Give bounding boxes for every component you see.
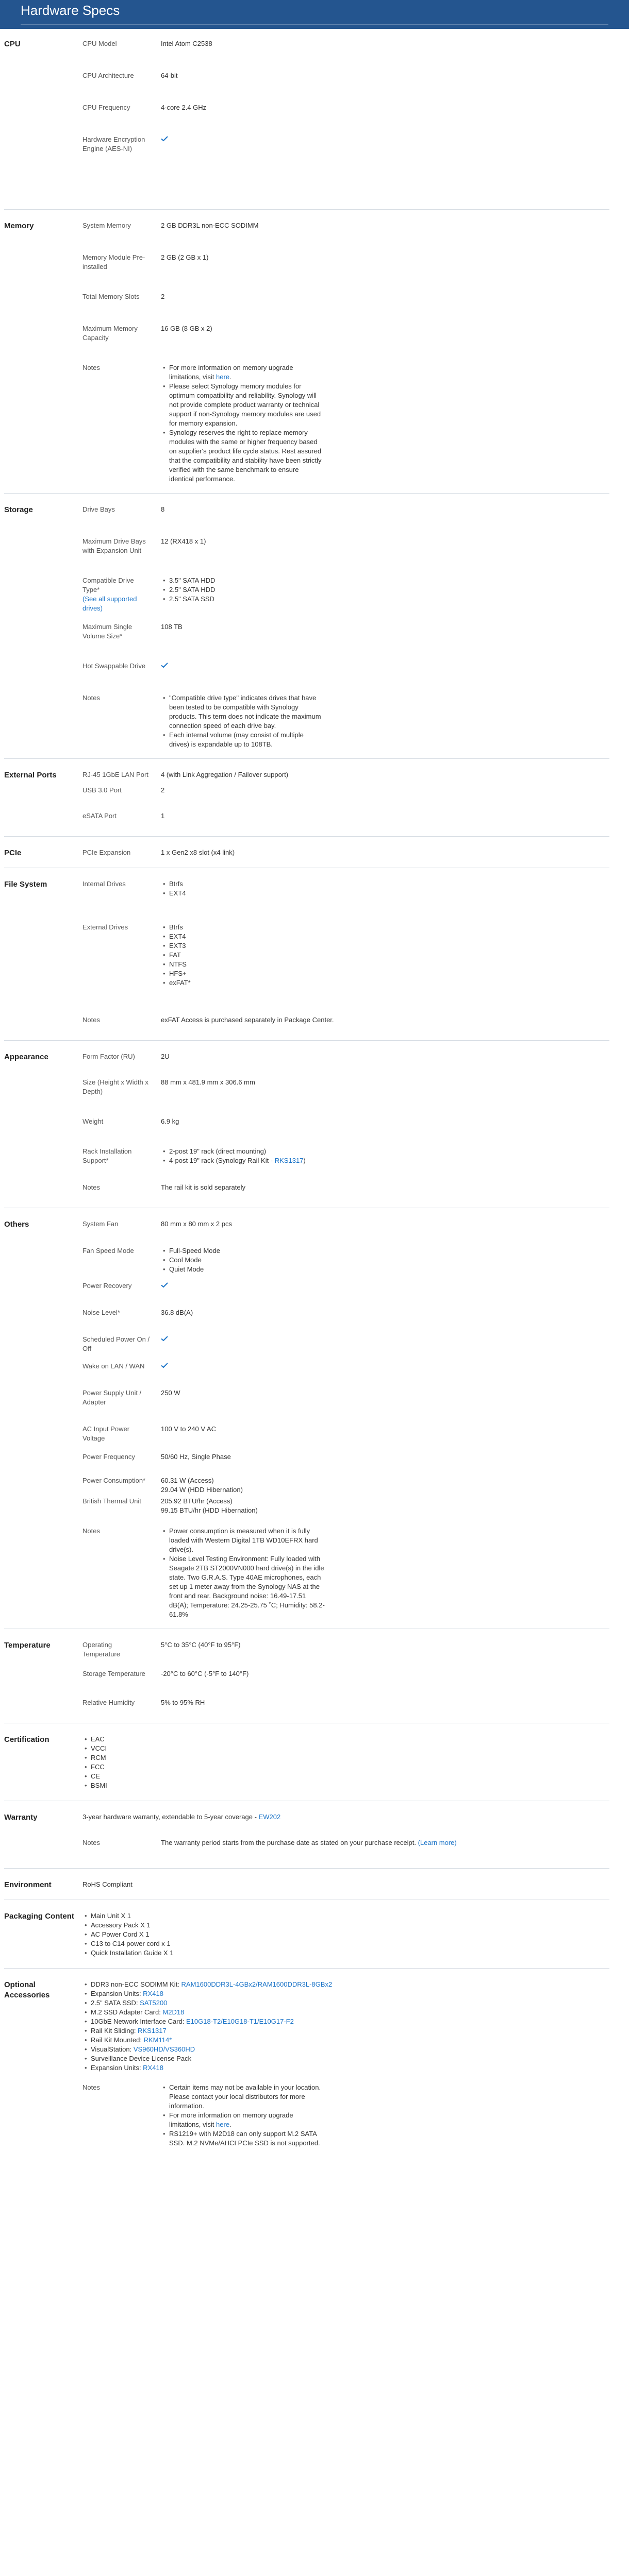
list-item: • RCM xyxy=(82,1753,609,1762)
spec-row-scheduled-power xyxy=(82,1335,609,1362)
spec-label: Storage Temperature xyxy=(82,1670,145,1677)
section-title: PCIe xyxy=(4,849,22,857)
spec-label: CPU Architecture xyxy=(82,72,134,79)
list-item: • Noise Level Testing Environment: Fully loaded with Seagate 2TB ST2000VN000 hard drive(s) in the idle state. Two G.R.A.S. Type 40AE microphones, each set up 1 meter away from the Synology NAS at the front and rear. Background noise: 16.49-17.51 dB(A); Temperature: 24.25-25.75 ˚C; Humidity: 58.2-61.8% xyxy=(161,1554,325,1619)
spec-value: 5% to 95% RH xyxy=(161,1699,205,1706)
spec-row-accessories xyxy=(82,1980,609,2083)
accessory-link[interactable]: E10G18-T2/E10G18-T1/E10G17-F2 xyxy=(186,2018,294,2025)
spec-label: Drive Bays xyxy=(82,505,115,513)
spec-value: 2U xyxy=(161,1053,170,1060)
spec-row-cpu-arch xyxy=(82,71,609,103)
list-item: • FCC xyxy=(82,1762,609,1772)
spec-value: 205.92 BTU/hr (Access) xyxy=(161,1497,233,1505)
spec-row-operating-temp xyxy=(82,1640,609,1669)
section-memory xyxy=(4,209,609,493)
list-item: • 2.5" SATA SSD xyxy=(161,595,609,604)
spec-row-drive-bays xyxy=(82,505,609,537)
spec-row-appearance-notes xyxy=(82,1183,609,1198)
spec-label: Hardware Encryption Engine (AES-NI) xyxy=(82,135,145,152)
spec-value: 50/60 Hz, Single Phase xyxy=(161,1453,231,1461)
section-title: File System xyxy=(4,880,47,889)
spec-value: The warranty period starts from the purchase date as stated on your purchase receipt. xyxy=(161,1839,418,1846)
spec-value: 1 x Gen2 x8 slot (x4 link) xyxy=(161,849,235,856)
section-environment xyxy=(4,1868,609,1900)
spec-label: System Fan xyxy=(82,1220,119,1228)
spec-label: Total Memory Slots xyxy=(82,293,140,300)
list-item: • For more information on memory upgrade limitations, visit here. xyxy=(161,363,325,382)
notes-list xyxy=(161,363,325,484)
checkmark-icon xyxy=(161,662,168,669)
page-header xyxy=(0,0,629,29)
spec-row-fan-mode xyxy=(82,1246,609,1281)
spec-label: Memory Module Pre-installed xyxy=(82,253,145,270)
spec-row-internal-drives xyxy=(82,879,609,923)
spec-value: 4-core 2.4 GHz xyxy=(161,104,207,111)
spec-label: Notes xyxy=(82,364,100,371)
spec-value: The rail kit is sold separately xyxy=(161,1183,246,1191)
list-item: • For more information on memory upgrade limitations, visit here. xyxy=(161,2111,325,2129)
section-title: External Ports xyxy=(4,771,57,779)
spec-value: Intel Atom C2538 xyxy=(161,40,212,47)
spec-value: 6.9 kg xyxy=(161,1117,179,1125)
spec-label: CPU Frequency xyxy=(82,104,130,111)
section-file-system xyxy=(4,868,609,1040)
spec-label: PCIe Expansion xyxy=(82,849,131,856)
spec-label: Power Frequency xyxy=(82,1453,135,1461)
list-item: • 4-post 19" rack (Synology Rail Kit - RKS1317) xyxy=(161,1156,609,1165)
list-item: • Rail Kit Sliding: RKS1317 xyxy=(82,2026,609,2036)
spec-row-lan xyxy=(82,770,609,786)
spec-value: 2 GB DDR3L non-ECC SODIMM xyxy=(161,222,259,229)
list-item: • 3.5" SATA HDD xyxy=(161,576,609,585)
spec-row-wol xyxy=(82,1362,609,1388)
spec-row-preinstalled xyxy=(82,253,609,292)
spec-value: 2 xyxy=(161,293,165,300)
list-item: • Main Unit X 1 xyxy=(82,1911,609,1921)
spec-row-slots xyxy=(82,292,609,324)
spec-label: Maximum Single Volume Size* xyxy=(82,623,133,640)
spec-row-size xyxy=(82,1078,609,1117)
accessory-link[interactable]: RX418 xyxy=(143,1990,163,1997)
spec-row-noise xyxy=(82,1308,609,1335)
checkmark-icon xyxy=(161,1362,168,1369)
spec-row-humidity xyxy=(82,1698,609,1714)
spec-row-psu xyxy=(82,1388,609,1425)
list-item: • M.2 SSD Adapter Card: M2D18 xyxy=(82,2008,609,2017)
list-item: • BSMI xyxy=(82,1781,609,1790)
spec-value: 8 xyxy=(161,505,165,513)
spec-value: 2 GB (2 GB x 1) xyxy=(161,253,209,261)
spec-label: Maximum Memory Capacity xyxy=(82,325,138,342)
spec-value: RoHS Compliant xyxy=(82,1880,133,1888)
spec-label: Scheduled Power On / Off xyxy=(82,1335,150,1352)
list-item: • "Compatible drive type" indicates drives that have been tested to be compatible with Synology products. This term does not indicate the maximum connection speed of each drive bay. xyxy=(161,693,325,731)
spec-row-usb xyxy=(82,786,609,811)
learn-more-link[interactable]: (Learn more) xyxy=(418,1839,457,1846)
spec-label: Operating Temperature xyxy=(82,1641,120,1658)
spec-value: 4 (with Link Aggregation / Failover support) xyxy=(161,771,289,778)
list-item: • exFAT* xyxy=(161,978,609,988)
spec-value: 1 xyxy=(161,812,165,820)
notes-list xyxy=(161,2083,325,2148)
list-item: • C13 to C14 power cord x 1 xyxy=(82,1939,609,1948)
spec-row-form-factor xyxy=(82,1052,609,1078)
list-item: • Full-Speed Mode xyxy=(161,1246,609,1256)
spec-label: Maximum Drive Bays with Expansion Unit xyxy=(82,537,146,554)
accessory-link[interactable]: M2D18 xyxy=(162,2008,185,2016)
list-item: • CE xyxy=(82,1772,609,1781)
section-title: CPU xyxy=(4,40,21,48)
spec-row-memory-notes xyxy=(82,363,609,484)
supported-drives-link[interactable]: (See all supported drives) xyxy=(82,595,137,612)
spec-row-cpu-model xyxy=(82,39,609,71)
spec-label: Notes xyxy=(82,694,100,702)
notes-list xyxy=(161,693,325,749)
list-item: • Certain items may not be available in your location. Please contact your local distributors for more information. xyxy=(161,2083,325,2111)
spec-row-cpu-freq xyxy=(82,103,609,135)
spec-row-power-recovery xyxy=(82,1281,609,1308)
list-item: • Expansion Units: RX418 xyxy=(82,1989,609,1998)
list-item: • VCCI xyxy=(82,1744,609,1753)
value-list xyxy=(161,923,609,988)
spec-value: 100 V to 240 V AC xyxy=(161,1425,216,1433)
section-storage xyxy=(4,493,609,758)
section-title: Warranty xyxy=(4,1813,38,1822)
section-title: Storage xyxy=(4,505,33,514)
accessory-link[interactable]: RKM114* xyxy=(143,2036,172,2044)
spec-label: Notes xyxy=(82,1016,100,1024)
spec-value: 5°C to 35°C (40°F to 95°F) xyxy=(161,1641,241,1649)
value-list xyxy=(161,1147,609,1165)
spec-row-max-bays xyxy=(82,537,609,576)
section-packaging xyxy=(4,1900,609,1968)
spec-label: Notes xyxy=(82,1183,100,1191)
spec-label: Form Factor (RU) xyxy=(82,1053,135,1060)
spec-row-power-consumption xyxy=(82,1476,609,1497)
accessory-link[interactable]: RAM1600DDR3L-4GBx2/RAM1600DDR3L-8GBx2 xyxy=(181,1980,333,1988)
spec-label: Weight xyxy=(82,1117,104,1125)
spec-label: Fan Speed Mode xyxy=(82,1247,134,1255)
list-item: • HFS+ xyxy=(161,969,609,978)
list-item: • Btrfs xyxy=(161,879,609,889)
list-item: • Power consumption is measured when it is fully loaded with Western Digital 1TB WD10EFRX hard drive(s). xyxy=(161,1527,325,1554)
spec-row-warranty xyxy=(82,1812,609,1838)
list-item: • 2.5" SATA HDD xyxy=(161,585,609,595)
spec-value: 2 xyxy=(161,786,165,794)
value-list xyxy=(161,879,609,898)
section-external-ports xyxy=(4,758,609,836)
section-pcie xyxy=(4,836,609,868)
value-list xyxy=(161,1246,609,1274)
section-warranty xyxy=(4,1801,609,1868)
list-item: • EXT3 xyxy=(161,941,609,951)
spec-row-fs-notes xyxy=(82,1015,609,1031)
value-list xyxy=(161,576,609,604)
section-certification xyxy=(4,1723,609,1801)
spec-label: Notes xyxy=(82,1839,100,1846)
spec-label: Power Supply Unit / Adapter xyxy=(82,1389,142,1406)
spec-label: RJ-45 1GbE LAN Port xyxy=(82,771,148,778)
checkmark-icon xyxy=(161,135,168,142)
spec-label: Noise Level* xyxy=(82,1309,120,1316)
section-title: Temperature xyxy=(4,1641,51,1650)
checkmark-icon xyxy=(161,1281,168,1289)
section-others xyxy=(4,1208,609,1629)
list-item: • 10GbE Network Interface Card: E10G18-T2/E10G18-T1/E10G17-F2 xyxy=(82,2017,609,2026)
list-item: • Synology reserves the right to replace memory modules with the same or higher frequency based on supplier's product life cycle status. Rest assured that the compatibility and stability have been strictly verified with the same benchmark to ensure identical performance. xyxy=(161,428,325,484)
list-item: • Rail Kit Mounted: RKM114* xyxy=(82,2036,609,2045)
spec-label: Hot Swappable Drive xyxy=(82,662,146,670)
list-item: • Surveillance Device License Pack xyxy=(82,2054,609,2063)
spec-value: 250 W xyxy=(161,1389,180,1397)
list-item: • DDR3 non-ECC SODIMM Kit: RAM1600DDR3L-4GBx2/RAM1600DDR3L-8GBx2 xyxy=(82,1980,609,1989)
spec-row-pcie xyxy=(82,848,609,858)
spec-label: Internal Drives xyxy=(82,880,126,888)
value-list xyxy=(82,1735,609,1790)
accessory-link[interactable]: RX418 xyxy=(143,2064,163,2072)
spec-label: AC Input Power Voltage xyxy=(82,1425,130,1442)
list-item: • Expansion Units: RX418 xyxy=(82,2063,609,2073)
spec-label: Size (Height x Width x Depth) xyxy=(82,1078,148,1095)
value-list xyxy=(82,1911,609,1958)
list-item: • Accessory Pack X 1 xyxy=(82,1921,609,1930)
spec-row-rack xyxy=(82,1147,609,1183)
spec-label: USB 3.0 Port xyxy=(82,786,122,794)
spec-row-certification xyxy=(82,1735,609,1791)
spec-value: 64-bit xyxy=(161,72,178,79)
list-item: • FAT xyxy=(161,951,609,960)
section-optional-accessories xyxy=(4,1968,609,2157)
spec-label: Power Consumption* xyxy=(82,1477,146,1484)
spec-row-external-drives xyxy=(82,923,609,1015)
section-title: Packaging Content xyxy=(4,1912,74,1921)
section-title: Optional Accessories xyxy=(4,1980,50,1999)
rail-kit-link[interactable]: RKS1317 xyxy=(274,1157,304,1164)
list-item: • RS1219+ with M2D18 can only support M.2 SATA SSD. M.2 NVMe/AHCI PCIe SSD is not supported. xyxy=(161,2129,325,2148)
spec-value: 29.04 W (HDD Hibernation) xyxy=(161,1486,243,1494)
section-temperature xyxy=(4,1629,609,1723)
page-title: Hardware Specs xyxy=(21,3,120,18)
notes-list xyxy=(161,1527,325,1619)
spec-value: 60.31 W (Access) xyxy=(161,1477,214,1484)
list-item: • 2.5" SATA SSD: SAT5200 xyxy=(82,1998,609,2008)
spec-row-weight xyxy=(82,1117,609,1147)
spec-label: Notes xyxy=(82,2083,100,2091)
section-title: Appearance xyxy=(4,1053,48,1061)
spec-label: Compatible Drive Type* xyxy=(82,577,134,594)
spec-value: 80 mm x 80 mm x 2 pcs xyxy=(161,1220,232,1228)
spec-row-others-notes xyxy=(82,1527,609,1619)
spec-row-storage-notes xyxy=(82,693,609,749)
spec-label: British Thermal Unit xyxy=(82,1497,141,1505)
section-title: Environment xyxy=(4,1880,52,1889)
spec-row-max-memory xyxy=(82,324,609,363)
spec-row-compatible-drives xyxy=(82,576,609,622)
spec-row-storage-temp xyxy=(82,1669,609,1698)
list-item: • Cool Mode xyxy=(161,1256,609,1265)
list-item: • EXT4 xyxy=(161,889,609,898)
spec-row-environment xyxy=(82,1880,609,1890)
spec-row-btu xyxy=(82,1497,609,1527)
list-item: • Each internal volume (may consist of multiple drives) is expandable up to 108TB. xyxy=(161,731,325,749)
list-item: • 2-post 19" rack (direct mounting) xyxy=(161,1147,609,1156)
list-item: • NTFS xyxy=(161,960,609,969)
section-appearance xyxy=(4,1040,609,1208)
accessory-link[interactable]: SAT5200 xyxy=(140,1999,168,2007)
list-item: • Quick Installation Guide X 1 xyxy=(82,1948,609,1958)
memory-limitations-link[interactable]: here xyxy=(216,2121,230,2128)
spec-row-ac-voltage xyxy=(82,1425,609,1452)
spec-row-aes xyxy=(82,135,609,167)
spec-value: 3-year hardware warranty, extendable to 5-year coverage - xyxy=(82,1813,259,1821)
spec-label: Notes xyxy=(82,1527,100,1535)
spec-value: 99.15 BTU/hr (HDD Hibernation) xyxy=(161,1506,258,1514)
spec-row-accessories-notes xyxy=(82,2083,609,2148)
memory-limitations-link[interactable]: here xyxy=(216,373,230,381)
list-item: • EXT4 xyxy=(161,932,609,941)
spec-row-packaging xyxy=(82,1911,609,1959)
spec-row-hot-swap xyxy=(82,662,609,693)
spec-value: exFAT Access is purchased separately in Package Center. xyxy=(161,1016,334,1024)
spec-row-system-fan xyxy=(82,1219,609,1246)
spec-label: Rack Installation Support* xyxy=(82,1147,132,1164)
spec-row-max-volume xyxy=(82,622,609,662)
list-item: • Btrfs xyxy=(161,923,609,932)
spec-label: External Drives xyxy=(82,923,128,931)
list-item: • EAC xyxy=(82,1735,609,1744)
spec-value: 108 TB xyxy=(161,623,183,631)
spec-value: 16 GB (8 GB x 2) xyxy=(161,325,212,332)
section-title: Memory xyxy=(4,222,34,230)
spec-row-esata xyxy=(82,811,609,827)
spec-label: Relative Humidity xyxy=(82,1699,135,1706)
spec-label: Power Recovery xyxy=(82,1282,132,1290)
spec-label: Wake on LAN / WAN xyxy=(82,1362,145,1370)
spec-value: 36.8 dB(A) xyxy=(161,1309,193,1316)
spec-label: CPU Model xyxy=(82,40,117,47)
spec-value: 12 (RX418 x 1) xyxy=(161,537,206,545)
list-item: • VisualStation: VS960HD/VS360HD xyxy=(82,2045,609,2054)
section-title: Certification xyxy=(4,1735,49,1744)
specs-table xyxy=(0,29,629,2178)
section-title: Others xyxy=(4,1220,29,1229)
header-divider xyxy=(21,24,608,25)
spec-value: -20°C to 60°C (-5°F to 140°F) xyxy=(161,1670,249,1677)
accessory-link[interactable]: RKS1317 xyxy=(138,2027,167,2035)
spec-value: 88 mm x 481.9 mm x 306.6 mm xyxy=(161,1078,255,1086)
value-list xyxy=(82,1980,609,2073)
list-item: • Please select Synology memory modules for optimum compatibility and reliability. Synology will not provide complete product warranty or technical support if non-Synology memory modules are used for memory expansion. xyxy=(161,382,325,428)
section-cpu xyxy=(4,29,609,209)
list-item: • Quiet Mode xyxy=(161,1265,609,1274)
checkmark-icon xyxy=(161,1335,168,1342)
spec-label: System Memory xyxy=(82,222,131,229)
extended-warranty-link[interactable]: EW202 xyxy=(258,1813,281,1821)
spec-row-warranty-notes xyxy=(82,1838,609,1859)
spec-row-system-memory xyxy=(82,221,609,253)
accessory-link[interactable]: VS960HD/VS360HD xyxy=(133,2045,195,2053)
spec-label: eSATA Port xyxy=(82,812,117,820)
list-item: • AC Power Cord X 1 xyxy=(82,1930,609,1939)
spec-row-power-frequency xyxy=(82,1452,609,1476)
